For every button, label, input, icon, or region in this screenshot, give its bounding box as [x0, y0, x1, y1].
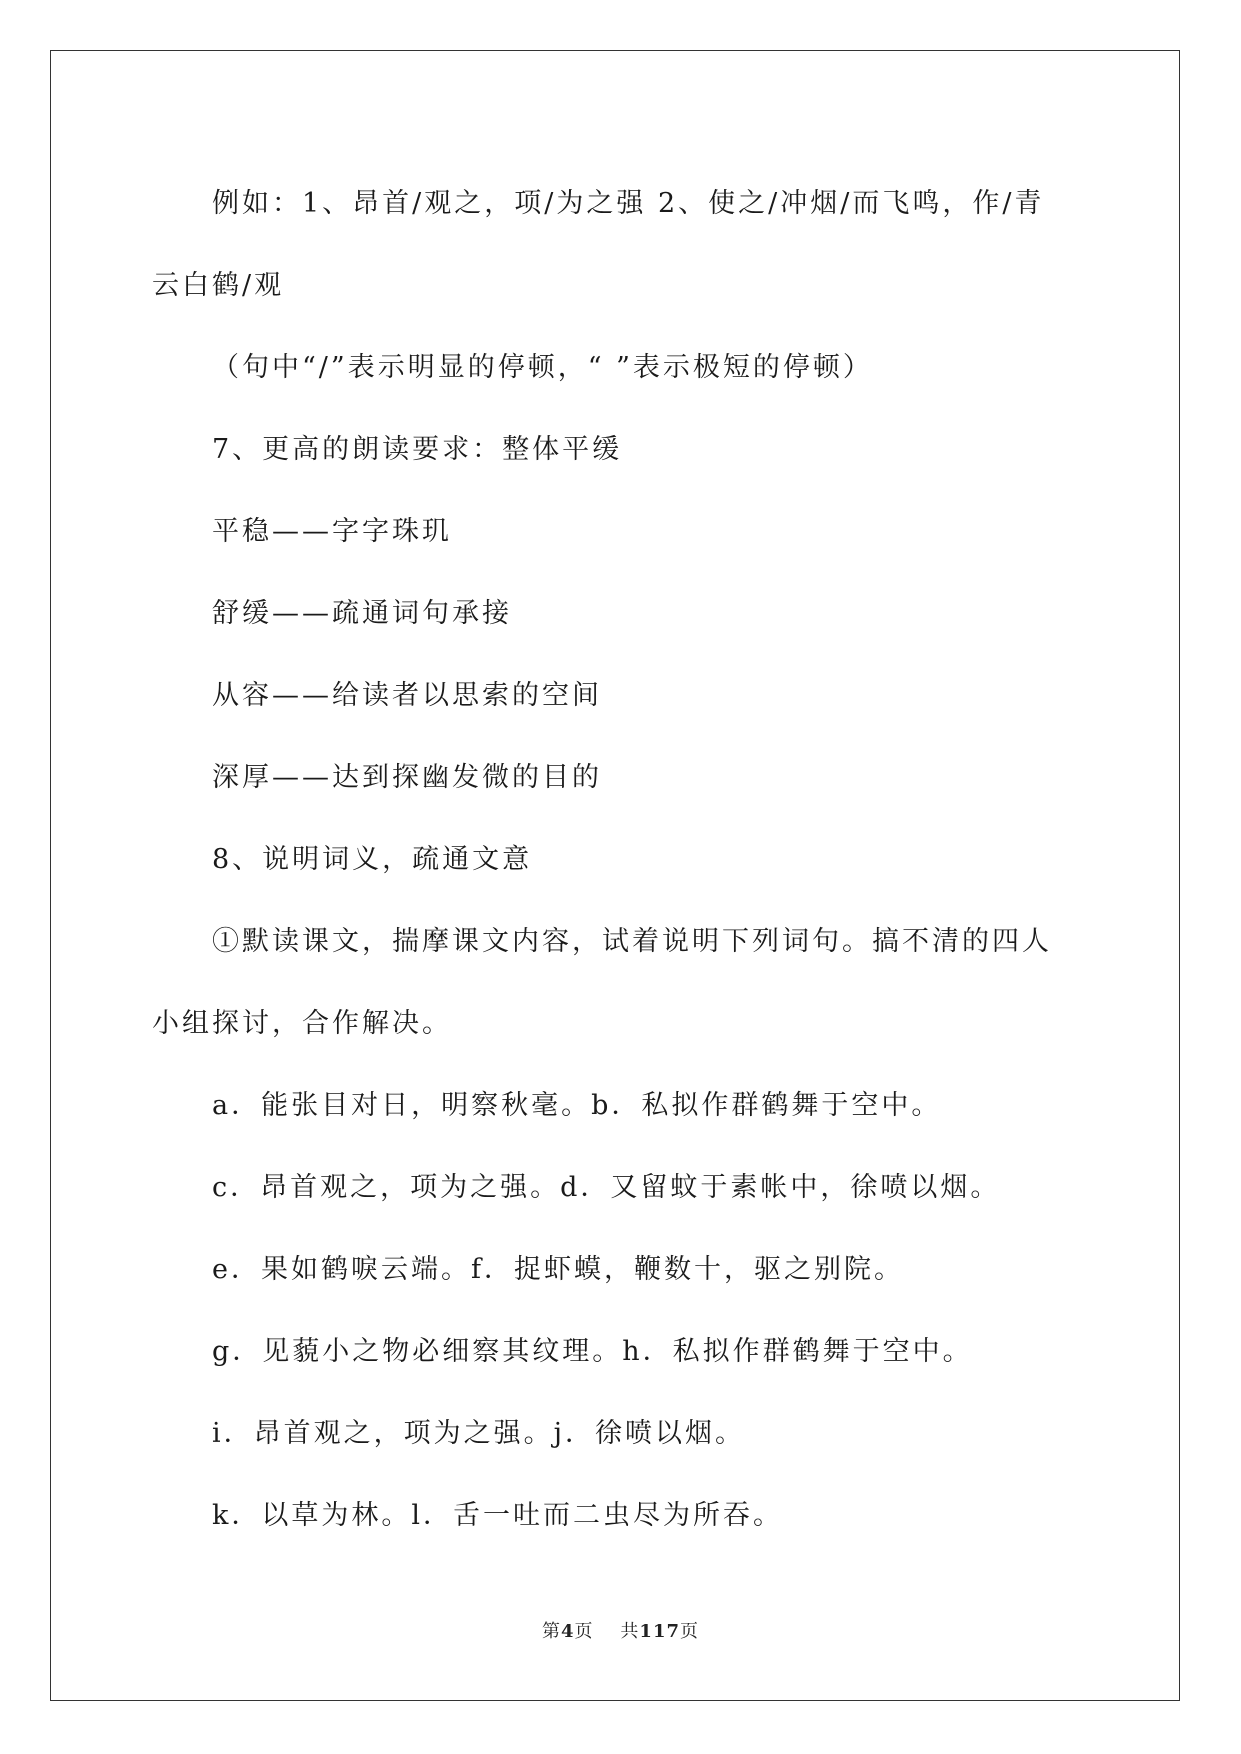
paragraph-instruction: ①默读课文，揣摩课文内容，试着说明下列词句。搞不清的四人 [212, 926, 1052, 957]
page-prefix: 第 [542, 1621, 561, 1642]
heading-reading-requirements: 7、更高的朗读要求：整体平缓 [212, 434, 623, 465]
exercise-line-ij: i．昂首观之，项为之强。j．徐喷以烟。 [212, 1418, 746, 1449]
heading-explain-words: 8、说明词义，疏通文意 [212, 844, 533, 875]
paragraph-instruction-cont: 小组探讨，合作解决。 [152, 1008, 452, 1039]
page-footer [0, 1617, 1241, 1643]
list-item-steady: 平稳——字字珠玑 [212, 516, 452, 547]
exercise-line-cd: c．昂首观之，项为之强。d．又留蚊于素帐中，徐喷以烟。 [212, 1172, 1001, 1203]
paragraph-pause-note: （句中“/”表示明显的停顿，“ ”表示极短的停顿） [212, 352, 873, 383]
total-pages: 117 [639, 1621, 680, 1642]
total-suffix: 页 [680, 1621, 699, 1642]
exercise-line-ef: e．果如鹤唳云端。f．捉虾蟆，鞭数十，驱之别院。 [212, 1254, 904, 1285]
total-prefix: 共 [620, 1621, 640, 1642]
page-suffix: 页 [574, 1621, 594, 1642]
list-item-calm: 从容——给读者以思索的空间 [212, 680, 602, 711]
exercise-line-ab: a．能张目对日，明察秋毫。b．私拟作群鹤舞于空中。 [212, 1090, 942, 1121]
page-number: 4 [561, 1621, 575, 1642]
list-item-deep: 深厚——达到探幽发微的目的 [212, 762, 602, 793]
exercise-line-gh: g．见藐小之物必细察其纹理。h．私拟作群鹤舞于空中。 [212, 1336, 973, 1367]
exercise-line-kl: k．以草为林。l．舌一吐而二虫尽为所吞。 [212, 1500, 783, 1531]
list-item-gentle: 舒缓——疏通词句承接 [212, 598, 512, 629]
paragraph-example-pauses-cont: 云白鹤/观 [152, 270, 285, 301]
paragraph-example-pauses: 例如：1、昂首/观之，项/为之强 2、使之/冲烟/而飞鸣，作/青 [212, 188, 1045, 219]
document-body [152, 163, 1092, 1557]
